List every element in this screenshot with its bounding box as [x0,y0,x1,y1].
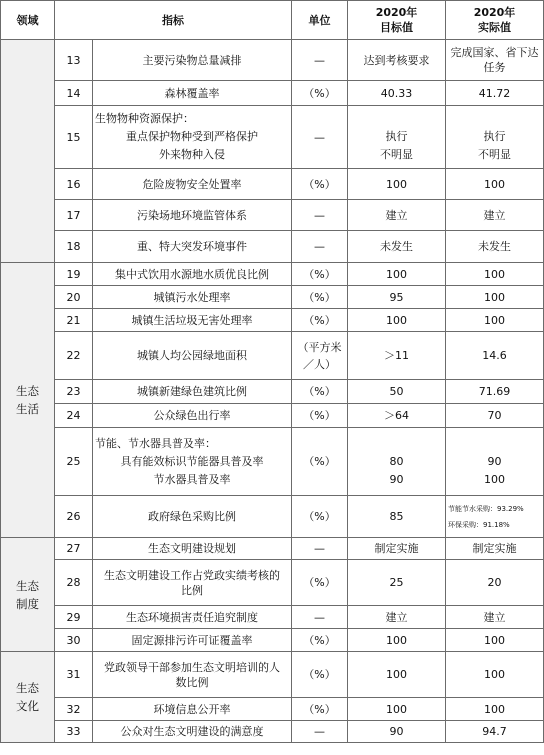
actual-value: 完成国家、省下达任务 [446,40,544,81]
actual-value: 100 [446,629,544,652]
procurement-energy-water: 节能节水采购：93.29% [448,504,524,513]
indicator-name: 环境信息公开率 [93,698,292,721]
unit-cell: （%） [292,652,348,698]
row-number: 15 [55,106,93,169]
actual-value: 41.72 [446,81,544,106]
indicator-line: 外来物种入侵 [159,148,225,161]
unit-cell: （%） [292,380,348,404]
table-row [1,169,544,200]
target-value: 95 [348,286,446,309]
indicator-name: 城镇污水处理率 [93,286,292,309]
target-value [348,106,446,169]
target-value: 未发生 [348,231,446,263]
actual-value: 94.7 [446,721,544,743]
table-row [1,231,544,263]
header-target: 2020年 目标值 [348,1,446,40]
target-value: 100 [348,169,446,200]
indicator-line: 重点保护物种受到严格保护 [126,130,258,143]
row-number: 17 [55,200,93,231]
indicator-name: 集中式饮用水源地水质优良比例 [93,263,292,286]
target-value: 25 [348,560,446,606]
target-line: 80 [389,454,404,468]
domain-ecological-life: 生态 生活 [1,263,55,538]
table-row [1,286,544,309]
table-header-row [1,1,544,40]
actual-value [446,428,544,496]
actual-value: 70 [446,404,544,428]
row-number: 30 [55,629,93,652]
target-value [348,428,446,496]
table-row [1,200,544,231]
row-number: 29 [55,606,93,629]
table-row [1,606,544,629]
row-number: 16 [55,169,93,200]
actual-line [448,435,541,453]
actual-value: 20 [446,560,544,606]
row-number: 22 [55,332,93,380]
indicator-line: 节水器具普及率 [153,472,231,486]
target-value: ＞11 [348,332,446,380]
header-actual: 2020年 实际值 [446,1,544,40]
unit-cell: — [292,200,348,231]
unit-cell: （%） [292,496,348,538]
target-line: 不明显 [380,148,413,161]
table-row [1,106,544,169]
target-value: 100 [348,652,446,698]
table-row [1,404,544,428]
unit-cell: — [292,721,348,743]
unit-cell: — [292,231,348,263]
target-line [350,435,443,453]
indicator-name [93,428,292,496]
target-value: 100 [348,263,446,286]
indicator-name: 城镇生活垃圾无害处理率 [93,309,292,332]
procurement-environmental: 环保采购：91.18% [448,520,510,529]
actual-value [446,106,544,169]
target-value: ＞64 [348,404,446,428]
indicator-name: 公众对生态文明建设的满意度 [93,721,292,743]
target-value: 50 [348,380,446,404]
table-row [1,560,544,606]
actual-line: 不明显 [478,148,511,161]
target-value: 达到考核要求 [348,40,446,81]
domain-ecological-culture: 生态 文化 [1,652,55,743]
target-value: 建立 [348,200,446,231]
target-value: 建立 [348,606,446,629]
target-value: 100 [348,629,446,652]
target-value: 100 [348,698,446,721]
indicator-name: 污染场地环境监管体系 [93,200,292,231]
table-row [1,81,544,106]
unit-cell: （%） [292,560,348,606]
unit-cell: （%） [292,629,348,652]
actual-value: 100 [446,309,544,332]
unit-cell: — [292,606,348,629]
actual-value: 100 [446,263,544,286]
table-row [1,652,544,698]
indicator-name: 政府绿色采购比例 [93,496,292,538]
indicator-name: 森林覆盖率 [93,81,292,106]
header-unit: 单位 [292,1,348,40]
actual-value: 14.6 [446,332,544,380]
target-value: 85 [348,496,446,538]
indicator-line: 具有能效标识节能器具普及率 [120,454,264,468]
actual-value: 制定实施 [446,538,544,560]
row-number: 26 [55,496,93,538]
actual-line: 90 [487,454,502,468]
indicator-line: 生物物种资源保护： [95,112,194,125]
row-number: 23 [55,380,93,404]
indicator-name: 危险废物安全处置率 [93,169,292,200]
target-value: 40.33 [348,81,446,106]
table-row [1,428,544,496]
actual-value: 100 [446,698,544,721]
row-number: 33 [55,721,93,743]
target-line: 90 [389,472,404,486]
table-row [1,538,544,560]
row-number: 25 [55,428,93,496]
table-row [1,496,544,538]
actual-value: 未发生 [446,231,544,263]
table-row [1,263,544,286]
unit-cell: （%） [292,309,348,332]
row-number: 13 [55,40,93,81]
actual-value [446,496,544,538]
actual-value: 100 [446,652,544,698]
unit-cell: （%） [292,286,348,309]
indicator-name: 主要污染物总量减排 [93,40,292,81]
domain-ecological-system: 生态 制度 [1,538,55,652]
actual-line: 执行 [483,130,506,143]
row-number: 19 [55,263,93,286]
target-line [350,110,443,128]
unit-cell: — [292,40,348,81]
indicator-name: 城镇人均公园绿地面积 [93,332,292,380]
table-row [1,721,544,743]
table-row [1,380,544,404]
table-row [1,40,544,81]
actual-line [448,110,541,128]
header-indicator: 指标 [55,1,292,40]
indicator-name: 生态文明建设规划 [93,538,292,560]
indicator-name: 重、特大突发环境事件 [93,231,292,263]
indicator-name: 固定源排污许可证覆盖率 [93,629,292,652]
row-number: 24 [55,404,93,428]
row-number: 32 [55,698,93,721]
indicator-name: 生态环境损害责任追究制度 [93,606,292,629]
unit-cell: （平方米／人） [292,332,348,380]
actual-value: 100 [446,169,544,200]
domain-cell-empty [1,40,55,263]
unit-cell: （%） [292,698,348,721]
unit-cell: — [292,538,348,560]
indicator-name: 公众绿色出行率 [93,404,292,428]
row-number: 28 [55,560,93,606]
table-row [1,309,544,332]
indicator-name: 城镇新建绿色建筑比例 [93,380,292,404]
unit-cell: （%） [292,428,348,496]
row-number: 21 [55,309,93,332]
header-domain: 领域 [1,1,55,40]
actual-line: 100 [484,472,505,486]
unit-cell: — [292,106,348,169]
unit-cell: （%） [292,404,348,428]
row-number: 31 [55,652,93,698]
table-row [1,629,544,652]
target-line: 执行 [385,130,408,143]
indicator-name: 生态文明建设工作占党政实绩考核的比例 [93,560,292,606]
actual-value: 建立 [446,606,544,629]
table-row [1,698,544,721]
actual-value: 71.69 [446,380,544,404]
target-value: 100 [348,309,446,332]
unit-cell: （%） [292,169,348,200]
row-number: 20 [55,286,93,309]
target-value: 90 [348,721,446,743]
table-row [1,332,544,380]
indicator-line: 节能、节水器具普及率： [95,436,216,450]
indicator-name: 党政领导干部参加生态文明培训的人数比例 [93,652,292,698]
unit-cell: （%） [292,263,348,286]
unit-cell: （%） [292,81,348,106]
row-number: 14 [55,81,93,106]
row-number: 18 [55,231,93,263]
row-number: 27 [55,538,93,560]
actual-value: 100 [446,286,544,309]
actual-value: 建立 [446,200,544,231]
target-value: 制定实施 [348,538,446,560]
indicator-name [93,106,292,169]
